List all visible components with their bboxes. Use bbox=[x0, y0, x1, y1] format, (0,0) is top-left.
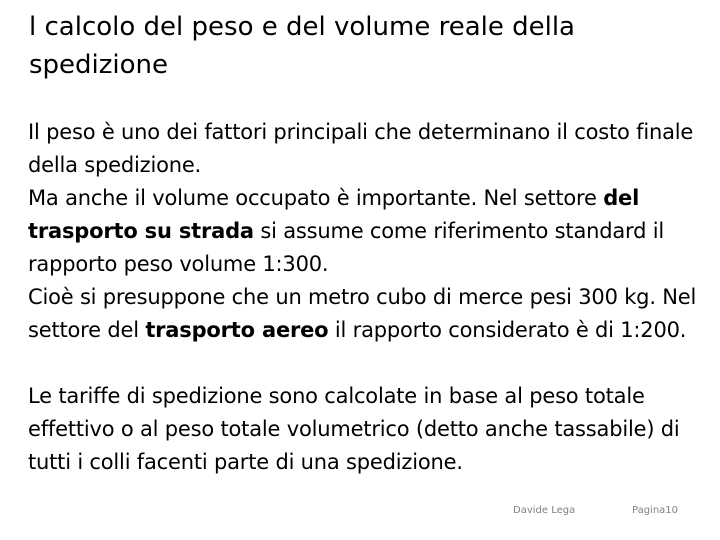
paragraph-weight: Il peso è uno dei fattori principali che determinano il costo finale della spedizione. bbox=[28, 120, 694, 177]
text-segment: il rapporto considerato è di 1:200. bbox=[328, 318, 687, 342]
footer-author: Davide Lega bbox=[513, 505, 576, 516]
paragraph-air-transport bbox=[28, 281, 698, 347]
paragraph-spacer bbox=[28, 347, 698, 380]
text-segment: Cioè si presuppone che un metro cubo di merce pesi 300 kg. Nel settore del bbox=[28, 285, 697, 342]
paragraph-tariffs: Le tariffe di spedizione sono calcolate in base al peso totale effettivo o al peso totale volumetrico (detto anche tassabile) di tutti i colli facenti parte di una spedizione. bbox=[28, 384, 680, 474]
bold-road-transport: del trasporto su strada bbox=[28, 186, 640, 243]
slide-body bbox=[28, 116, 698, 479]
footer-page-number: Pagina10 bbox=[632, 505, 679, 516]
bold-air-transport: trasporto aereo bbox=[145, 318, 329, 342]
text-segment: Ma anche il volume occupato è importante. Nel settore bbox=[28, 186, 604, 210]
slide-title: l calcolo del peso e del volume reale della spedizione bbox=[29, 12, 575, 80]
paragraph-road-transport bbox=[28, 182, 698, 281]
text-segment: si assume come riferimento standard il rapporto peso volume 1:300. bbox=[28, 219, 664, 276]
